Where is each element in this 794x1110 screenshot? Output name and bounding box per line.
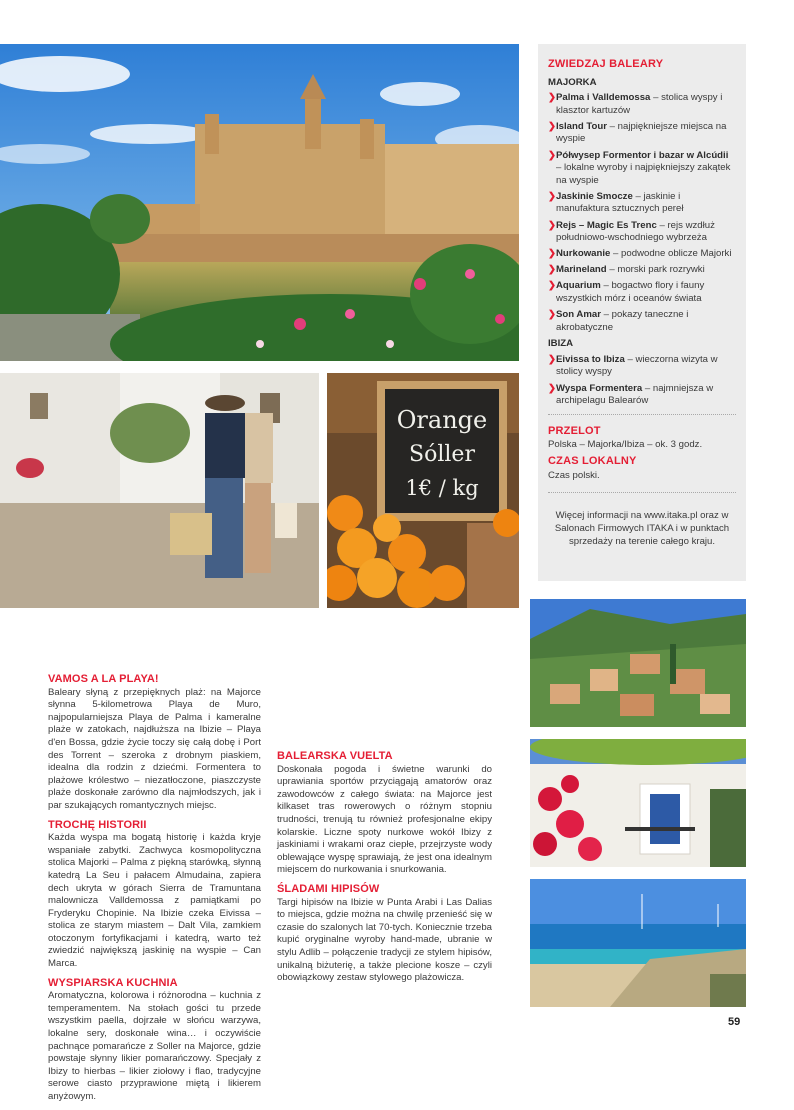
playa-text: Baleary słyną z przepięknych plaż: na Majorce słynna 5-kilometrowa Playa de Muro, najpopularniejsza Playa de Palma i kameralne plaże w zatokach, najdłuższa na Ibizie – Playa d'en Bossa, gdzie życie toczy się całą dobę i Port des Torrent – szeroka z drobnym piaskiem, idealna dla rodzin z dziećmi. Formentera to plażowe królestwo – niezatłoczone, piaszczyste plaże doskonałe zarówno dla najmłodszych, jak i par szukających romantycznych miejsc. xyxy=(48,686,261,811)
village-photo xyxy=(530,599,746,727)
excursion-item xyxy=(548,383,736,408)
chevron-right-icon: ❯ xyxy=(548,264,557,276)
chevron-right-icon: ❯ xyxy=(548,280,557,292)
excursion-name: Son Amar xyxy=(556,309,601,321)
excursion-name: Nurkowanie xyxy=(556,248,611,260)
excursion-desc: – wieczorna wizyta w stolicy wyspy xyxy=(556,353,718,378)
white-house-photo xyxy=(530,739,746,867)
sidebar-title: ZWIEDZAJ BALEARY xyxy=(548,58,664,70)
history-text: Każda wyspa ma bogatą historię i każda kryje wspaniałe zabytki. Zachwyca kosmopolityczna stolica Majorki – Palma z piękną starówką, słynną katedrą La Seu i pałacem Almudaina, zapiera dech ukryta w górach Sierra de Tramuntana malownicza Valldemossa z pamiątkami po Fryderyku Chopinie. Na Ibizie czeka Eivissa – stolica ze starym miastem – Dalt Vila, zamkiem otoczonym fortyfikacjami i katedrą, warto też zwiedzić największą jaskinię na wyspie – Can Marca. xyxy=(48,832,261,970)
excursion-item xyxy=(548,121,736,146)
excursion-item xyxy=(548,264,736,277)
excursion-name: Palma i Valldemossa xyxy=(556,92,651,104)
excursion-name: Wyspa Formentera xyxy=(556,382,643,394)
vuelta-heading: BALEARSKA VUELTA xyxy=(277,750,393,762)
excursion-desc: – morski park rozrywki xyxy=(606,264,705,276)
excursion-name: Eivissa to Ibiza xyxy=(556,353,625,365)
cathedral-photo xyxy=(0,44,519,361)
excursion-desc: – pokazy taneczne i akrobatyczne xyxy=(556,309,689,333)
excursion-item xyxy=(548,191,736,216)
excursion-item xyxy=(548,248,736,261)
excursion-item xyxy=(548,354,736,379)
excursion-item xyxy=(548,220,736,245)
chevron-right-icon: ❯ xyxy=(548,92,557,104)
excursion-desc: – najmniejsza w archipelagu Balearów xyxy=(556,382,714,407)
text-column-left xyxy=(48,673,261,1110)
ibiza-excursion-list xyxy=(548,354,736,408)
flight-text: Polska – Majorka/Ibiza – ok. 3 godz. xyxy=(548,439,703,451)
hippie-text: Targi hipisów na Ibizie w Punta Arabi i Las Dalias to miejsca, gdzie można na chwilę przenieść się w czasie do szalonych lat 70-tych. Koniecznie trzeba kupić oryginalne wyroby hand-made, ubranie w stylu Adlib – połączenie tradycji ze stylem hipisów, unikalną biżuterię, a także plecione kosze – czyli obowiązkowy zestaw stylowego plażowicza. xyxy=(277,896,492,984)
text-column-right xyxy=(277,750,492,991)
excursion-desc: – rejs wzdłuż południowo-wschodniego wybrzeża xyxy=(556,219,715,244)
excursion-desc: – lokalne wyroby i najpiękniejszy zakątek na wyspie xyxy=(556,162,731,186)
majorka-excursion-list xyxy=(548,92,736,334)
excursion-name: Rejs – Magic Es Trenc xyxy=(556,219,657,231)
chevron-right-icon: ❯ xyxy=(548,190,557,202)
excursion-desc: – najpiękniejsze miejsca na wyspie xyxy=(556,120,727,145)
hippie-heading: ŚLADAMI HIPISÓW xyxy=(277,882,380,895)
history-heading: TROCHĘ HISTORII xyxy=(48,818,147,831)
sign-line-1: Orange xyxy=(396,406,488,434)
local-time-text: Czas polski. xyxy=(548,469,600,481)
sidebar-divider xyxy=(548,492,736,493)
chevron-right-icon: ❯ xyxy=(548,353,557,365)
excursion-item xyxy=(548,280,736,305)
kitchen-text: Aromatyczna, kolorowa i różnorodna – kuchnia z temperamentem. Na stołach gości tu przede wszystkim paella, dojrzałe w słońcu warzywa, lokalne sery, doskonałe wina… i oczywiście pachnące pomarańcze z Soller na Majorce, gdzie powstaje słynny likier pomarańczowy. Specjały z Ibizy to hierbas – likier ziołowy i flao, tradycyjne serowe ciasto przyprawione miętą i likierem anyżowym. xyxy=(48,990,261,1102)
street-photo xyxy=(0,373,319,608)
excursion-desc: – stolica wyspy i klasztor kartuzów xyxy=(556,92,723,116)
page-number: 59 xyxy=(728,1016,741,1028)
excursion-item xyxy=(548,150,736,188)
chevron-right-icon: ❯ xyxy=(548,309,557,321)
playa-heading: VAMOS A LA PLAYA! xyxy=(48,673,159,685)
chevron-right-icon: ❯ xyxy=(548,149,557,161)
info-sidebar xyxy=(538,44,746,581)
excursion-name: Aquarium xyxy=(556,280,601,292)
excursion-name: Półwysep Formentor i bazar w Alcúdii xyxy=(556,149,729,161)
kitchen-heading: WYSPIARSKA KUCHNIA xyxy=(48,976,178,989)
sidebar-divider xyxy=(548,414,736,415)
chevron-right-icon: ❯ xyxy=(548,219,557,231)
excursion-desc: – bogactwo flory i fauny wszystkich mórz i oceanów świata xyxy=(556,280,705,304)
ibiza-label: IBIZA xyxy=(548,338,574,350)
beach-photo xyxy=(530,879,746,1007)
oranges-photo xyxy=(327,373,519,608)
flight-title: PRZELOT xyxy=(548,424,601,437)
more-info-text: Więcej informacji na www.itaka.pl oraz w Salonach Firmowych ITAKA i w punktach sprzedaży na terenie całego kraju. xyxy=(554,510,730,548)
excursion-desc: – podwodne oblicze Majorki xyxy=(610,248,732,260)
excursion-name: Marineland xyxy=(556,264,607,276)
excursion-name: Island Tour xyxy=(556,120,607,132)
chevron-right-icon: ❯ xyxy=(548,382,557,394)
sign-line-3: 1€ / kg xyxy=(405,476,479,500)
excursion-item xyxy=(548,92,736,117)
excursion-desc: – jaskinie i manufaktura sztucznych pereł xyxy=(556,190,684,215)
majorka-label: MAJORKA xyxy=(548,76,597,88)
sign-line-2: Sóller xyxy=(409,442,475,467)
vuelta-text: Doskonała pogoda i świetne warunki do uprawiania sportów przyciągają amatorów oraz zawodowców z całego świata: na Majorce jest kilkaset tras rowerowych o różnym stopniu trudności, trenują tu również profesjonalne ekipy kolarskie. Liczne spoty nurkowe wokół Ibizy z jaskiniami i wrakami oraz ciepłe, przejrzyste wody oblewające wyspę sprawiają, że jest ona idealnym miejscem do nurkowania i snurkowania. xyxy=(277,763,492,876)
chevron-right-icon: ❯ xyxy=(548,248,557,260)
excursion-item xyxy=(548,309,736,334)
local-time-title: CZAS LOKALNY xyxy=(548,454,637,467)
chevron-right-icon: ❯ xyxy=(548,120,557,132)
excursion-name: Jaskinie Smocze xyxy=(556,190,633,202)
